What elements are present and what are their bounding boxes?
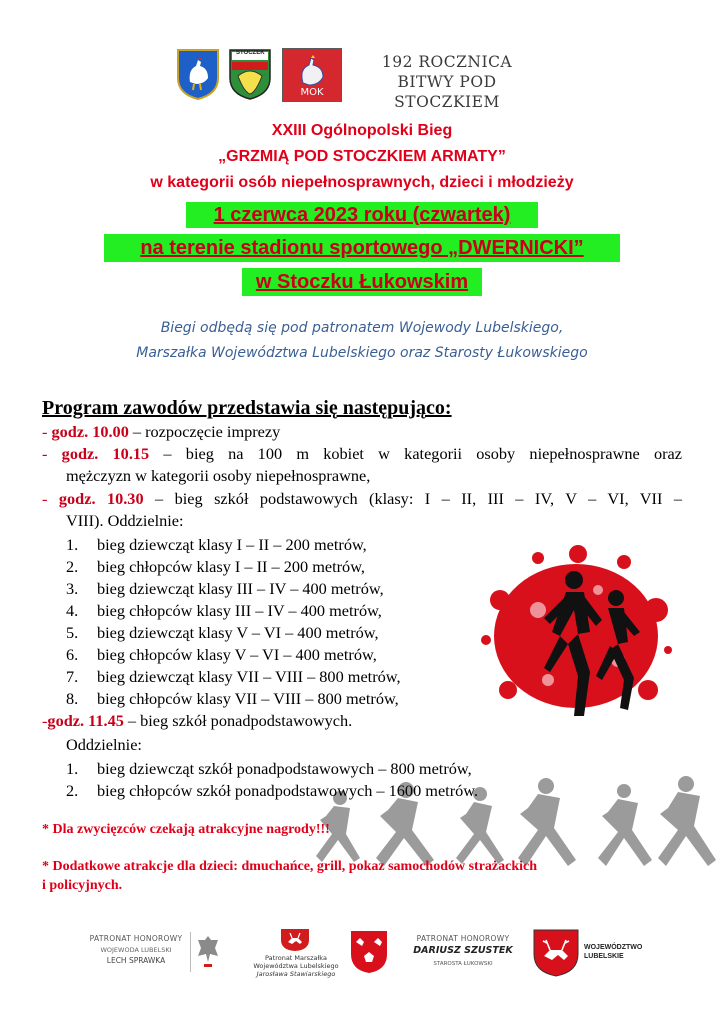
item-4-list — [66, 758, 478, 802]
item-3-text-b: VIII). Oddzielnie: — [66, 511, 184, 530]
program-heading: Program zawodów przedstawia się następująco: — [42, 397, 452, 419]
item-4-dash: - — [42, 711, 48, 730]
item-1-text: – rozpoczęcie imprezy — [128, 422, 281, 441]
item-1-time: godz. 10.00 — [51, 422, 129, 441]
item-3-dash: - — [42, 489, 48, 508]
starosta-line-2: DARIUSZ SZUSTEK — [413, 945, 513, 956]
starosta-patronage-logo — [404, 932, 522, 976]
item-2-time: godz. 10.15 — [61, 444, 150, 463]
deer-crest-icon — [280, 928, 310, 952]
item-1-dash: - — [42, 422, 48, 441]
list-item: 3. bieg dziewcząt klasy III – IV – 400 metrów, — [66, 579, 384, 598]
lubelskie-deer-crest-icon — [532, 928, 580, 978]
item-4-text: – bieg szkół ponadpodstawowych. — [123, 711, 353, 730]
wojewodztwo-lubelskie-logo — [532, 928, 652, 978]
event-town: w Stoczku Łukowskim — [242, 268, 482, 296]
patronage-line-1: Biegi odbędą się pod patronatem Wojewody Lubelskiego, — [160, 320, 564, 336]
event-date: 1 czerwca 2023 roku (czwartek) — [186, 202, 538, 228]
woj-line-2: LUBELSKIE — [584, 953, 624, 960]
stoczek-crest-label: STOCZEK — [236, 50, 265, 56]
item-4-time: godz. 11.45 — [47, 711, 124, 730]
marszalek-patronage-logo — [248, 928, 344, 984]
list-item: 1. bieg dziewcząt szkół ponadpodstawowych – 800 metrów, — [66, 759, 472, 778]
program-item-1 — [42, 421, 280, 443]
mok-label: MOK — [300, 87, 324, 98]
program-item-2 — [42, 443, 682, 465]
starosta-line-1: PATRONAT HONOROWY — [416, 934, 510, 943]
anniversary-heading — [352, 52, 542, 112]
anniversary-line-1: 192 ROCZNICA — [381, 53, 513, 71]
program-item-4 — [42, 710, 352, 732]
woj-line-1: WOJEWÓDZTWO — [584, 944, 643, 951]
item-3-text-a: – bieg szkół podstawowych (klasy: I – II, III – IV, V – VI, VII – — [143, 489, 682, 508]
list-item: 8. bieg chłopców klasy VII – VIII – 800 metrów, — [66, 689, 399, 708]
list-item: 2. bieg chłopców klasy I – II – 200 metrów, — [66, 557, 365, 576]
mok-logo — [282, 48, 342, 102]
item-2-dash: - — [42, 444, 48, 463]
event-name: „GRZMIĄ POD STOCZKIEM ARMATY” — [218, 148, 506, 165]
rooster-crest-icon — [176, 48, 220, 100]
event-edition: XXIII Ogólnopolski Bieg — [271, 122, 453, 139]
patronage-line-2: Marszałka Województwa Lubelskiego oraz Starosty Łukowskiego — [136, 345, 588, 361]
starosta-line-3: STAROSTA ŁUKOWSKI — [433, 961, 493, 967]
list-item: 6. bieg chłopców klasy V – VI – 400 metrów, — [66, 645, 377, 664]
item-2-text-a: – bieg na 100 m kobiet w kategorii osoby niepełnosprawne oraz — [149, 444, 682, 463]
item-4-sub: Oddzielnie: — [66, 735, 142, 754]
attractions-note-line-1: * Dodatkowe atrakcje dla dzieci: dmuchańce, grill, pokaz samochodów strażackich — [42, 859, 538, 874]
marszalek-line-1: Patronat Marszałka — [265, 954, 327, 962]
item-3-list — [66, 534, 401, 710]
item-3-time: godz. 10.30 — [58, 489, 144, 508]
prizes-note: * Dla zwycięzców czekają atrakcyjne nagrody!!! — [42, 822, 330, 837]
item-2-text-b: mężczyzn w kategorii osoby niepełnosprawne, — [66, 466, 371, 485]
list-item: 2. bieg chłopców szkół ponadpodstawowych – 1600 metrów. — [66, 781, 479, 800]
marszalek-line-3: Jarosława Stawiarskiego — [256, 970, 336, 978]
list-item: 7. bieg dziewcząt klasy VII – VIII – 800 metrów, — [66, 667, 401, 686]
anniversary-line-2: BITWY POD STOCZKIEM — [394, 73, 500, 111]
wojewoda-line-1: PATRONAT HONOROWY — [89, 934, 183, 943]
polish-eagle-icon — [196, 932, 220, 972]
wojewoda-line-3: LECH SPRAWKA — [106, 956, 166, 965]
marszalek-line-2: Województwa Lubelskiego — [253, 962, 339, 970]
runners-splash-illustration — [478, 540, 674, 728]
wojewoda-patronage-logo — [86, 930, 216, 978]
list-item: 4. bieg chłopców klasy III – IV – 400 metrów, — [66, 601, 382, 620]
event-category: w kategorii osób niepełnosprawnych, dzieci i młodzieży — [150, 174, 574, 191]
list-item: 5. bieg dziewcząt klasy V – VI – 400 metrów, — [66, 623, 379, 642]
wojewoda-line-2: WOJEWODA LUBELSKI — [100, 946, 172, 954]
program-item-3 — [42, 488, 682, 510]
lukow-county-crest-icon — [350, 930, 388, 974]
event-venue: na terenie stadionu sportowego „DWERNICKI” — [104, 234, 620, 262]
attractions-note-line-2: i policyjnych. — [42, 878, 123, 893]
list-item: 1. bieg dziewcząt klasy I – II – 200 metrów, — [66, 535, 367, 554]
